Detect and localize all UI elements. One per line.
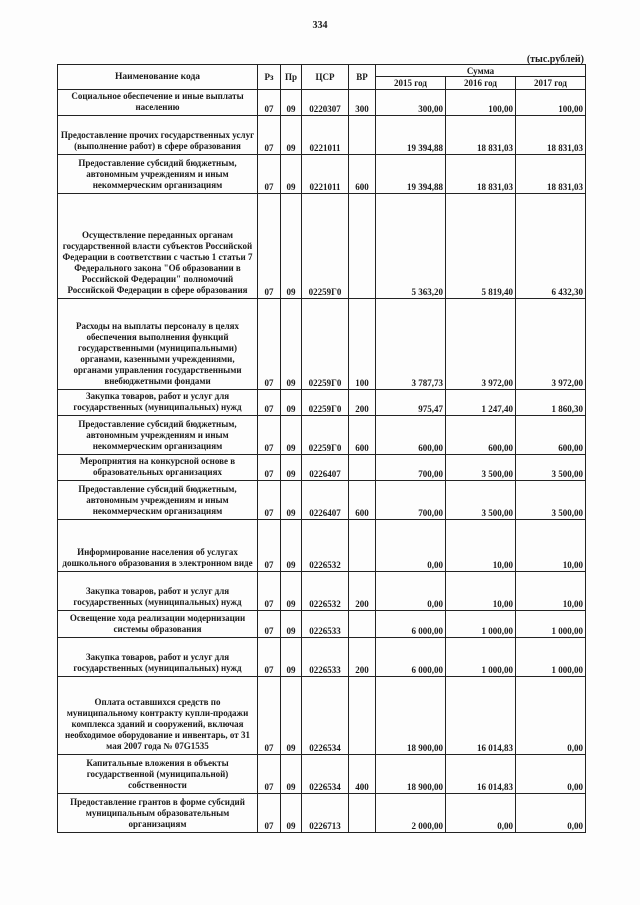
cell-y2017: 3 972,00 bbox=[516, 299, 586, 390]
cell-y2015: 6 000,00 bbox=[376, 611, 446, 638]
cell-vr: 600 bbox=[349, 481, 376, 520]
cell-pr: 09 bbox=[281, 638, 302, 677]
cell-vr: 400 bbox=[349, 755, 376, 794]
cell-rz: 07 bbox=[258, 677, 281, 755]
table-row bbox=[58, 677, 586, 755]
cell-name: Капитальные вложения в объекты государственной (муниципальной) собственности bbox=[58, 755, 258, 794]
cell-pr: 09 bbox=[281, 116, 302, 155]
cell-name: Предоставление субсидий бюджетным, автономным учреждениям и иным некоммерческим организациям bbox=[58, 155, 258, 194]
cell-pr: 09 bbox=[281, 390, 302, 416]
table-row bbox=[58, 638, 586, 677]
cell-name: Предоставление субсидий бюджетным, автономным учреждениям и иным некоммерческим организациям bbox=[58, 481, 258, 520]
cell-name: Социальное обеспечение и иные выплаты населению bbox=[58, 90, 258, 116]
cell-y2017: 100,00 bbox=[516, 90, 586, 116]
cell-name: Информирование населения об услугах дошкольного образования в электронном виде bbox=[58, 520, 258, 572]
cell-name: Освещение хода реализации модернизации системы образования bbox=[58, 611, 258, 638]
cell-y2015: 2 000,00 bbox=[376, 794, 446, 833]
cell-y2016: 10,00 bbox=[446, 520, 516, 572]
cell-csr: 02259Г0 bbox=[302, 194, 349, 299]
cell-y2017: 1 000,00 bbox=[516, 638, 586, 677]
table-row bbox=[58, 755, 586, 794]
cell-vr: 600 bbox=[349, 416, 376, 455]
table-row bbox=[58, 572, 586, 611]
cell-y2016: 100,00 bbox=[446, 90, 516, 116]
cell-y2015: 19 394,88 bbox=[376, 155, 446, 194]
cell-rz: 07 bbox=[258, 90, 281, 116]
cell-y2015: 3 787,73 bbox=[376, 299, 446, 390]
cell-y2016: 5 819,40 bbox=[446, 194, 516, 299]
cell-y2017: 1 000,00 bbox=[516, 611, 586, 638]
cell-name: Закупка товаров, работ и услуг для государственных (муниципальных) нужд bbox=[58, 390, 258, 416]
cell-vr: 600 bbox=[349, 155, 376, 194]
cell-vr: 200 bbox=[349, 638, 376, 677]
cell-pr: 09 bbox=[281, 611, 302, 638]
table-row bbox=[58, 90, 586, 116]
cell-pr: 09 bbox=[281, 755, 302, 794]
cell-name: Предоставление субсидий бюджетным, автономным учреждениям и иным некоммерческим организациям bbox=[58, 416, 258, 455]
cell-csr: 0226532 bbox=[302, 572, 349, 611]
cell-csr: 0226534 bbox=[302, 677, 349, 755]
cell-pr: 09 bbox=[281, 572, 302, 611]
cell-y2015: 6 000,00 bbox=[376, 638, 446, 677]
cell-y2017: 18 831,03 bbox=[516, 155, 586, 194]
cell-vr bbox=[349, 194, 376, 299]
table-row bbox=[58, 611, 586, 638]
cell-csr: 0226534 bbox=[302, 755, 349, 794]
cell-y2017: 10,00 bbox=[516, 520, 586, 572]
table-body bbox=[58, 90, 586, 833]
cell-rz: 07 bbox=[258, 416, 281, 455]
cell-rz: 07 bbox=[258, 390, 281, 416]
cell-y2015: 5 363,20 bbox=[376, 194, 446, 299]
cell-y2015: 0,00 bbox=[376, 520, 446, 572]
cell-vr: 200 bbox=[349, 390, 376, 416]
page-number: 334 bbox=[312, 20, 328, 31]
cell-y2015: 0,00 bbox=[376, 572, 446, 611]
cell-pr: 09 bbox=[281, 677, 302, 755]
cell-rz: 07 bbox=[258, 638, 281, 677]
cell-csr: 02259Г0 bbox=[302, 299, 349, 390]
header-csr: ЦСР bbox=[302, 65, 349, 90]
table-row bbox=[58, 155, 586, 194]
table-row bbox=[58, 116, 586, 155]
cell-vr bbox=[349, 520, 376, 572]
header-rz: Рз bbox=[258, 65, 281, 90]
cell-vr bbox=[349, 611, 376, 638]
cell-y2017: 0,00 bbox=[516, 794, 586, 833]
cell-csr: 02259Г0 bbox=[302, 390, 349, 416]
cell-y2016: 3 972,00 bbox=[446, 299, 516, 390]
table-row bbox=[58, 481, 586, 520]
table-row bbox=[58, 299, 586, 390]
cell-rz: 07 bbox=[258, 611, 281, 638]
cell-name: Оплата оставшихся средств по муниципальному контракту купли-продажи комплекса зданий и сооружений, включая необходимое оборудование и инвентарь, от 31 мая 2007 года № 07G1535 bbox=[58, 677, 258, 755]
cell-pr: 09 bbox=[281, 416, 302, 455]
cell-y2015: 600,00 bbox=[376, 416, 446, 455]
cell-y2017: 6 432,30 bbox=[516, 194, 586, 299]
cell-name: Закупка товаров, работ и услуг для государственных (муниципальных) нужд bbox=[58, 638, 258, 677]
cell-csr: 02259Г0 bbox=[302, 416, 349, 455]
cell-y2017: 0,00 bbox=[516, 755, 586, 794]
cell-y2015: 19 394,88 bbox=[376, 116, 446, 155]
cell-y2016: 16 014,83 bbox=[446, 755, 516, 794]
cell-pr: 09 bbox=[281, 194, 302, 299]
header-2015: 2015 год bbox=[376, 77, 446, 90]
cell-y2015: 700,00 bbox=[376, 455, 446, 481]
cell-pr: 09 bbox=[281, 155, 302, 194]
cell-y2015: 18 900,00 bbox=[376, 755, 446, 794]
cell-y2016: 0,00 bbox=[446, 794, 516, 833]
cell-y2016: 3 500,00 bbox=[446, 455, 516, 481]
cell-y2015: 18 900,00 bbox=[376, 677, 446, 755]
table-row bbox=[58, 390, 586, 416]
cell-name: Мероприятия на конкурсной основе в образовательных организациях bbox=[58, 455, 258, 481]
cell-rz: 07 bbox=[258, 299, 281, 390]
cell-vr: 100 bbox=[349, 299, 376, 390]
cell-y2017: 1 860,30 bbox=[516, 390, 586, 416]
table-row bbox=[58, 194, 586, 299]
budget-table bbox=[57, 64, 586, 833]
cell-y2017: 600,00 bbox=[516, 416, 586, 455]
cell-csr: 0226407 bbox=[302, 481, 349, 520]
cell-vr: 200 bbox=[349, 572, 376, 611]
cell-y2017: 0,00 bbox=[516, 677, 586, 755]
cell-pr: 09 bbox=[281, 455, 302, 481]
cell-name: Предоставление прочих государственных услуг (выполнение работ) в сфере образования bbox=[58, 116, 258, 155]
cell-rz: 07 bbox=[258, 455, 281, 481]
header-2017: 2017 год bbox=[516, 77, 586, 90]
cell-y2016: 16 014,83 bbox=[446, 677, 516, 755]
cell-rz: 07 bbox=[258, 481, 281, 520]
cell-rz: 07 bbox=[258, 572, 281, 611]
cell-y2016: 1 000,00 bbox=[446, 638, 516, 677]
cell-y2016: 600,00 bbox=[446, 416, 516, 455]
cell-vr bbox=[349, 116, 376, 155]
cell-vr: 300 bbox=[349, 90, 376, 116]
cell-csr: 0221011 bbox=[302, 116, 349, 155]
cell-name: Предоставление грантов в форме субсидий муниципальным образовательным организациям bbox=[58, 794, 258, 833]
cell-pr: 09 bbox=[281, 481, 302, 520]
cell-rz: 07 bbox=[258, 794, 281, 833]
cell-pr: 09 bbox=[281, 520, 302, 572]
cell-name: Закупка товаров, работ и услуг для государственных (муниципальных) нужд bbox=[58, 572, 258, 611]
cell-csr: 0226533 bbox=[302, 638, 349, 677]
cell-rz: 07 bbox=[258, 155, 281, 194]
cell-y2016: 18 831,03 bbox=[446, 155, 516, 194]
cell-rz: 07 bbox=[258, 755, 281, 794]
table-row bbox=[58, 794, 586, 833]
header-vr: ВР bbox=[349, 65, 376, 90]
cell-rz: 07 bbox=[258, 520, 281, 572]
cell-vr bbox=[349, 677, 376, 755]
cell-csr: 0220307 bbox=[302, 90, 349, 116]
cell-y2016: 1 000,00 bbox=[446, 611, 516, 638]
cell-y2017: 10,00 bbox=[516, 572, 586, 611]
cell-rz: 07 bbox=[258, 194, 281, 299]
cell-csr: 0226533 bbox=[302, 611, 349, 638]
table-row bbox=[58, 520, 586, 572]
cell-y2017: 3 500,00 bbox=[516, 455, 586, 481]
cell-y2015: 975,47 bbox=[376, 390, 446, 416]
table-row bbox=[58, 455, 586, 481]
units-label: (тыс.рублей) bbox=[526, 54, 584, 65]
header-2016: 2016 год bbox=[446, 77, 516, 90]
cell-vr bbox=[349, 794, 376, 833]
cell-csr: 0226713 bbox=[302, 794, 349, 833]
cell-name: Расходы на выплаты персоналу в целях обеспечения выполнения функций государственными (муниципальными) органами, казенными учреждениями, органами управления государственными внебюджетными фондами bbox=[58, 299, 258, 390]
cell-y2015: 300,00 bbox=[376, 90, 446, 116]
cell-pr: 09 bbox=[281, 299, 302, 390]
cell-y2017: 3 500,00 bbox=[516, 481, 586, 520]
cell-y2015: 700,00 bbox=[376, 481, 446, 520]
cell-csr: 0226532 bbox=[302, 520, 349, 572]
header-name: Наименование кода bbox=[58, 65, 258, 90]
cell-y2016: 18 831,03 bbox=[446, 116, 516, 155]
cell-y2016: 1 247,40 bbox=[446, 390, 516, 416]
cell-name: Осуществление переданных органам государственной власти субъектов Российской Федерации в соответствии с частью 1 статьи 7 Федерального закона "Об образовании в Российской Федерации" полномочий Российской Федерации в сфере образования bbox=[58, 194, 258, 299]
cell-rz: 07 bbox=[258, 116, 281, 155]
cell-pr: 09 bbox=[281, 90, 302, 116]
cell-csr: 0221011 bbox=[302, 155, 349, 194]
cell-y2016: 3 500,00 bbox=[446, 481, 516, 520]
header-sum: Сумма bbox=[376, 65, 586, 77]
table-row bbox=[58, 416, 586, 455]
cell-y2016: 10,00 bbox=[446, 572, 516, 611]
cell-csr: 0226407 bbox=[302, 455, 349, 481]
cell-vr bbox=[349, 455, 376, 481]
cell-pr: 09 bbox=[281, 794, 302, 833]
header-pr: Пр bbox=[281, 65, 302, 90]
cell-y2017: 18 831,03 bbox=[516, 116, 586, 155]
